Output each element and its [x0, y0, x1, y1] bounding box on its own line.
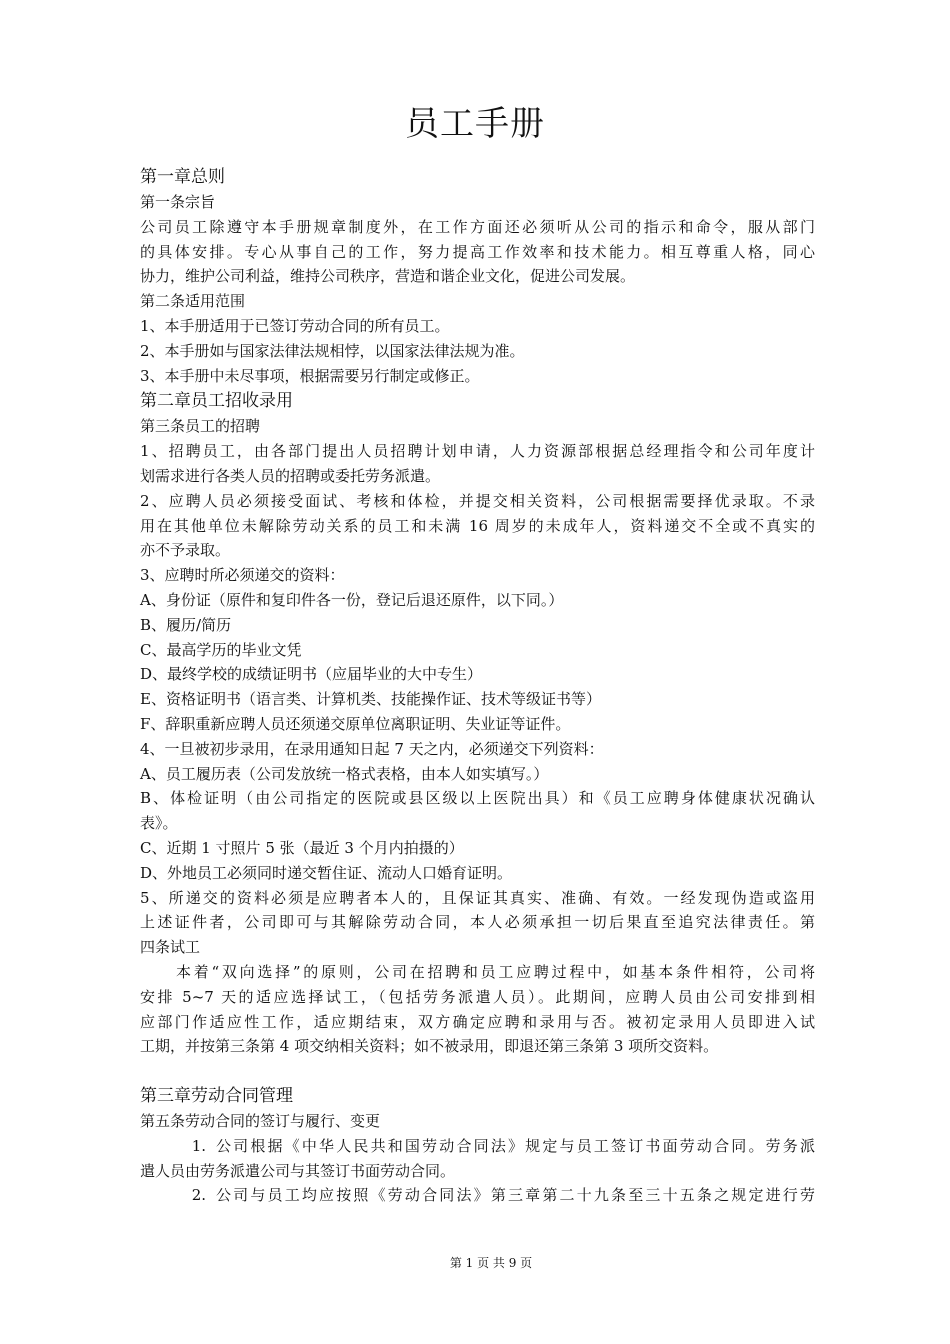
paragraph-line: 公司员工除遵守本手册规章制度外，在工作方面还必须听从公司的指示和命令，服从部门: [140, 217, 815, 236]
paragraph-line: 5、所递交的资料必须是应聘者本人的，且保证其真实、准确、有效。一经发现伪造或盗用: [140, 888, 815, 907]
paragraph-line: 亦不予录取。: [140, 541, 231, 560]
chapter-1-heading: 第一章总则: [140, 167, 225, 187]
paragraph-line: 的具体安排。专心从事自己的工作，努力提高工作效率和技术能力。相互尊重人格，同心: [140, 242, 815, 261]
chapter-2-heading: 第二章员工招收录用: [140, 391, 293, 412]
paragraph-line: 用在其他单位未解除劳动关系的员工和未满 16 周岁的未成年人，资料递交不全或不真实的: [140, 516, 815, 535]
list-item: E、资格证明书（语言类、计算机类、技能操作证、技术等级证书等）: [140, 690, 601, 709]
chapter-3-heading: 第三章劳动合同管理: [140, 1086, 293, 1107]
list-item: 4、一旦被初步录用，在录用通知日起 7 天之内，必须递交下列资料：: [140, 739, 604, 758]
list-item: A、身份证（原件和复印件各一份，登记后退还原件，以下同。）: [140, 590, 564, 609]
paragraph-line: 划需求进行各类人员的招聘或委托劳务派遣。: [140, 466, 441, 485]
list-item: 3、应聘时所必须递交的资料：: [140, 566, 345, 585]
list-item: C、近期 1 寸照片 5 张（最近 3 个月内拍摄的）: [140, 838, 464, 857]
list-item: F、辞职重新应聘人员还须递交原单位离职证明、失业证等证件。: [140, 714, 571, 733]
list-item: 表》。: [140, 814, 178, 833]
list-item: 2、本手册如与国家法律法规相悖，以国家法律法规为准。: [140, 341, 525, 360]
item-text: 公司与员工均应按照《劳动合同法》第三章第二十九条至三十五条之规定进行劳: [216, 1186, 815, 1205]
article-5-title: 第五条劳动合同的签订与履行、变更: [140, 1112, 381, 1131]
list-item: C、最高学历的毕业文凭: [140, 640, 302, 659]
section-gap: [140, 1059, 815, 1083]
item-text: 公司根据《中华人民共和国劳动合同法》规定与员工签订书面劳动合同。劳务派: [216, 1136, 815, 1155]
paragraph-line: 遣人员由劳务派遣公司与其签订书面劳动合同。: [140, 1161, 456, 1180]
paragraph-line: 1、招聘员工，由各部门提出人员招聘计划申请，人力资源部根据总经理指令和公司年度计: [140, 442, 815, 461]
item-number: 2.: [191, 1186, 206, 1205]
list-item: D、最终学校的成绩证明书（应届毕业的大中专生）: [140, 665, 483, 684]
list-item: D、外地员工必须同时递交暂住证、流动人口婚育证明。: [140, 863, 513, 882]
paragraph-line: 本着“双向选择”的原则，公司在招聘和员工应聘过程中，如基本条件相符，公司将: [176, 962, 815, 981]
numbered-item: [140, 1134, 815, 1159]
article-3-title: 第三条员工的招聘: [140, 417, 261, 436]
item-number: 1.: [191, 1136, 206, 1155]
article-1-title: 第一条宗旨: [140, 193, 216, 211]
paragraph-line: 安排 5~7 天的适应选择试工，（包括劳务派遣人员）。此期间，应聘人员由公司安排到相: [140, 987, 815, 1006]
list-item: 1、本手册适用于已签订劳动合同的所有员工。: [140, 316, 450, 335]
paragraph-line: 四条试工: [140, 938, 201, 957]
article-2-title: 第二条适用范围: [140, 292, 246, 311]
paragraph-line: 协力，维护公司利益，维持公司秩序，营造和谐企业文化，促进公司发展。: [140, 267, 636, 286]
paragraph-line: 上述证件者，公司即可与其解除劳动合同，本人必须承担一切后果直至追究法律责任。第: [140, 913, 815, 932]
list-item: A、员工履历表（公司发放统一格式表格，由本人如实填写。）: [140, 764, 549, 783]
paragraph-line: 工期，并按第三条第 4 项交纳相关资料；如不被录用，即退还第三条第 3 项所交资料。: [140, 1037, 719, 1056]
paragraph-line: 2、应聘人员必须接受面试、考核和体检，并提交相关资料，公司根据需要择优录取。不录: [140, 491, 815, 510]
page-footer: 第 1 页 共 9 页: [449, 1256, 533, 1270]
list-item: 3、本手册中未尽事项，根据需要另行制定或修正。: [140, 366, 480, 385]
document-body: [140, 164, 815, 1208]
paragraph-line: 应部门作适应性工作，适应期结束，双方确定应聘和录用与否。被初定录用人员即进入试: [140, 1012, 815, 1031]
numbered-item: [140, 1183, 815, 1208]
list-item: B、履历/简历: [140, 615, 232, 634]
list-item: B、体检证明（由公司指定的医院或县区级以上医院出具）和《员工应聘身体健康状况确认: [140, 789, 815, 808]
document-title: 员工手册: [405, 104, 545, 144]
